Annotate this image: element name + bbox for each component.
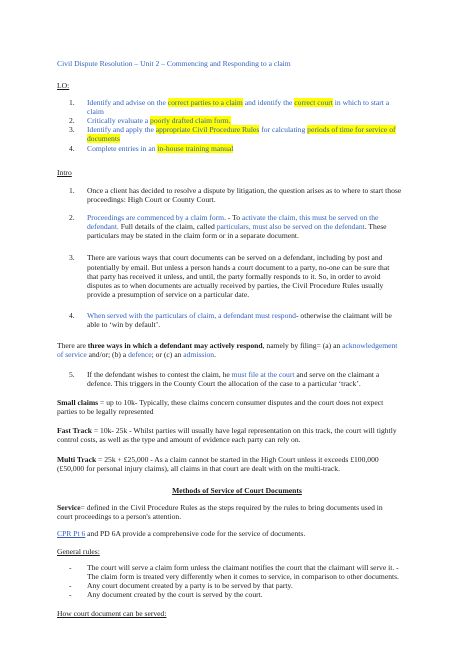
intro-number-1: 1. (69, 186, 75, 195)
rule-dash-3: - (69, 590, 72, 599)
rule-1-line-1: The court will serve a claim form unless the claimant notifies the court that the claimant will serve it. - (87, 563, 399, 572)
intro-number-4: 4. (69, 311, 75, 320)
para-3-line-2: potentially by email. But unless a person hands a court document to a party, no-one can be sure that (87, 263, 390, 272)
intro-heading: Intro (57, 168, 72, 177)
para-3-line-4: disputes as to when documents are actually received by parties, the Civil Procedure Rules usually (87, 281, 384, 290)
intro-number-3: 3. (69, 253, 75, 262)
multi-track-line-2: (£50,000 for personal injury claims), all claims in that court are dealt with on the multi-track. (57, 464, 340, 473)
lo-number-2: 2. (69, 116, 75, 125)
rule-2: Any court document created by a party is to be served by that party. (87, 581, 293, 590)
lo-item-1-line-2: claim (87, 107, 104, 116)
rule-dash-1: - (69, 563, 72, 572)
small-claims-line-2: parties to be legally represented (57, 407, 154, 416)
para-2-line-1: Proceedings are commenced by a claim form. - To activate the claim, this must be served on the (87, 213, 379, 222)
para-3-line-1: There are various ways that court documents can be served on a defendant, including by post and (87, 253, 383, 262)
multi-track-line-1: Multi Track = 25k + £25,000 - As a claim cannot be started in the High Court unless it exceeds £100,000 (57, 455, 379, 464)
cpr-line: CPR Pt 6 and PD 6A provide a comprehensive code for the service of documents. (57, 529, 306, 538)
document-title: Civil Dispute Resolution – Unit 2 – Commencing and Responding to a claim (57, 59, 291, 68)
intro-number-2: 2. (69, 213, 75, 222)
para-3-line-5: provide a presumption of service on a particular date. (87, 290, 250, 299)
para-2-line-2: defendant. Full details of the claim, called particulars, must also be served on the defendant. These (87, 222, 387, 231)
lo-item-3-line-1: Identify and apply the appropriate Civil Procedure Rules for calculating periods of time for service of (87, 125, 396, 134)
lo-item-1-line-1: Identify and advise on the correct parties to a claim and identify the correct court in which to start a (87, 98, 390, 107)
para-3-line-3: that party has received it unless, and until, the party formally responds to it. So, in order to avoid (87, 272, 381, 281)
three-ways-line-2: of service and/or; (b) a defence; or (c) an admission. (57, 350, 217, 359)
general-rules-heading: General rules: (57, 547, 100, 556)
para-4-line-1: When served with the particulars of claim, a defendant must respond- otherwise the claimant will be (87, 311, 392, 320)
three-ways-line-1: There are three ways in which a defendant may actively respond, namely by filing= (a) an acknowledgement (57, 341, 398, 350)
lo-number-1: 1. (69, 98, 75, 107)
lo-number-4: 4. (69, 144, 75, 153)
lo-item-4: Complete entries in an in-house training manual (87, 144, 234, 153)
lo-item-3-line-2: documents (87, 134, 120, 143)
para-4-line-2: able to ‘win by default’. (87, 320, 161, 329)
methods-heading: Methods of Service of Court Documents (172, 486, 302, 495)
intro-number-5: 5. (69, 370, 75, 379)
lo-item-2: Critically evaluate a poorly drafted claim form. (87, 116, 231, 125)
service-def-line-1: Service= defined in the Civil Procedure Rules as the steps required by the rules to bring documents used in (57, 503, 383, 512)
fast-track-line-1: Fast Track = 10k- 25k - Whilst parties will usually have legal representation on this track, the court will tightly (57, 426, 397, 435)
cpr-pt6-link[interactable]: CPR Pt 6 (57, 529, 86, 538)
para-5-line-2: defence. This triggers in the County Court the allocation of the case to a particular ‘track’. (87, 379, 361, 388)
small-claims-line-1: Small claims = up to 10k- Typically, these claims concern consumer disputes and the court does not expect (57, 398, 384, 407)
para-1-line-1: Once a client has decided to resolve a dispute by litigation, the question arises as to where to start those (87, 186, 402, 195)
lo-heading: LO: (57, 81, 70, 90)
rule-1-line-2: The claim form is treated very differently when it comes to service, in comparison to other documents. (87, 572, 399, 581)
lo-number-3: 3. (69, 125, 75, 134)
how-served-heading: How court document can be served: (57, 609, 167, 618)
para-5-line-1: If the defendant wishes to contest the claim, he must file at the court and serve on the claimant a (87, 370, 380, 379)
service-def-line-2: court proceedings to a person's attention. (57, 512, 182, 521)
para-1-line-2: proceedings: High Court or County Court. (87, 195, 216, 204)
fast-track-line-2: control costs, as well as the type and amount of evidence each party can rely on. (57, 435, 301, 444)
rule-dash-2: - (69, 581, 72, 590)
rule-3: Any document created by the court is served by the court. (87, 590, 263, 599)
para-2-line-3: particulars may be stated in the claim form or in a separate document. (87, 231, 299, 240)
